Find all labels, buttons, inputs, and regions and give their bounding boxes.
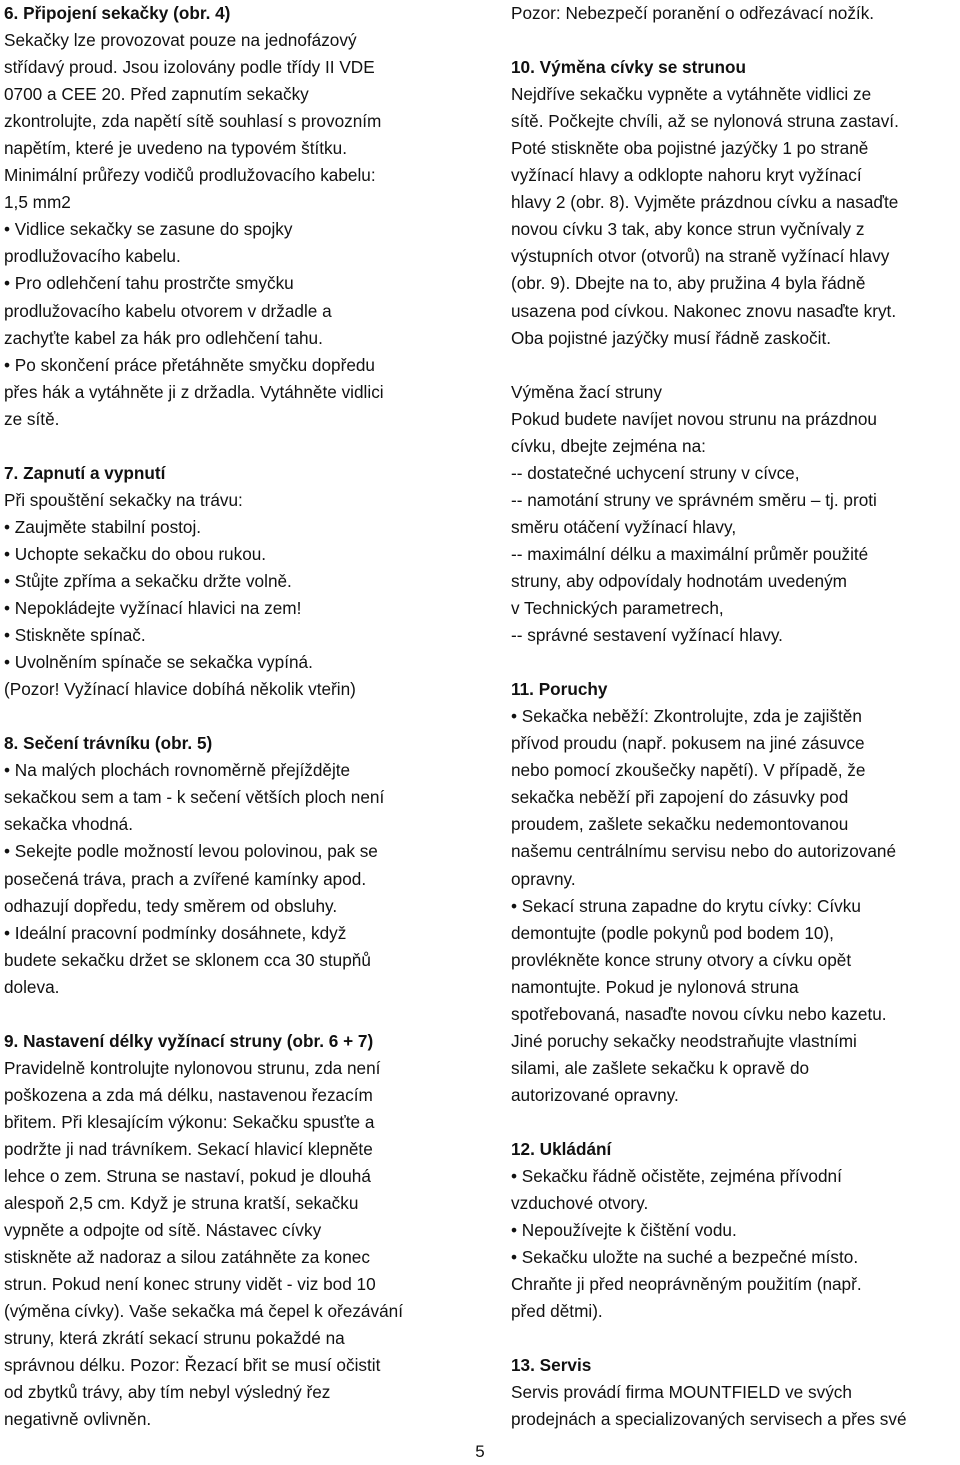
section-heading: 8. Sečení trávníku (obr. 5) — [4, 733, 213, 754]
text-line: ze sítě. — [4, 408, 60, 429]
section-heading: 6. Připojení sekačky (obr. 4) — [4, 3, 231, 23]
blank-line — [511, 649, 960, 676]
section-heading: 12. Ukládání — [511, 1138, 612, 1159]
section-heading: 10. Výměna cívky se strunou — [511, 57, 747, 78]
text-line: sekačka vhodná. — [4, 814, 133, 835]
text-line: napětím, které je uvedeno na typovém štítku. — [4, 138, 347, 159]
text-line: spotřebovaná, nasaďte novou cívku nebo kazetu. — [511, 1003, 887, 1024]
text-line: Jiné poruchy sekačky neodstraňujte vlastními — [511, 1030, 857, 1051]
text-line: Pokud budete navíjet novou strunu na prázdnou — [511, 408, 877, 429]
text-line: lehce o zem. Struna se nastaví, pokud je dlouhá — [4, 1166, 371, 1187]
text-line: střídavý proud. Jsou izolovány podle třídy II VDE — [4, 57, 375, 78]
text-line: Výměna žací struny — [511, 381, 662, 402]
text-line: proudem, zašlete sekačku nedemontovanou — [511, 814, 849, 835]
text-line: přívod proudu (např. pokusem na jiné zásuvce — [511, 733, 865, 754]
text-line: negativně ovlivněn. — [4, 1409, 152, 1430]
text-line: prodlužovacího kabelu. — [4, 246, 181, 267]
text-line: budete sekačku držet se sklonem cca 30 stupňů — [4, 949, 371, 970]
text-line: hlavy 2 (obr. 8). Vyjměte prázdnou cívku a nasaďte — [511, 192, 899, 213]
text-line: -- namotání struny ve správném směru – tj. proti — [511, 489, 877, 510]
text-line: -- správné sestavení vyžínací hlavy. — [511, 625, 783, 646]
text-line: struny, která zkrátí sekací strunu pokaždé na — [4, 1328, 345, 1349]
text-line: • Uchopte sekačku do obou rukou. — [4, 543, 267, 564]
section-heading: 9. Nastavení délky vyžínací struny (obr. 6 + 7) — [4, 1030, 374, 1051]
text-line: • Pro odlehčení tahu prostrčte smyčku — [4, 273, 294, 294]
text-line: demontujte (podle pokynů pod bodem 10), — [511, 922, 834, 943]
text-line: namontujte. Pokud je nylonová struna — [511, 976, 799, 997]
text-line: Oba pojistné jazýčky musí řádně zaskočit. — [511, 327, 832, 348]
blank-line — [511, 27, 960, 54]
text-line: sekačka neběží při zapojení do zásuvky pod — [511, 787, 849, 808]
blank-line — [4, 1001, 462, 1028]
section-heading: 7. Zapnutí a vypnutí — [4, 462, 166, 483]
text-line: • Po skončení práce přetáhněte smyčku dopředu — [4, 354, 375, 375]
text-line: před dětmi). — [511, 1301, 603, 1322]
text-line: sítě. Počkejte chvíli, až se nylonová struna zastaví. — [511, 111, 899, 132]
text-line: našemu centrálnímu servisu nebo do autorizované — [511, 841, 897, 862]
text-line: • Sekačka neběží: Zkontrolujte, zda je zajištěn — [511, 706, 862, 727]
text-line: silami, ale zašlete sekačku k opravě do — [511, 1057, 810, 1078]
text-line: vzduchové otvory. — [511, 1193, 649, 1214]
text-line: nebo pomocí zkoušečky napětí). V případě, že — [511, 760, 866, 781]
blank-line — [511, 1109, 960, 1136]
text-line: • Sekačku uložte na suché a bezpečné místo. — [511, 1247, 859, 1268]
text-line: podržte ji nad trávníkem. Sekací hlavicí klepněte — [4, 1138, 373, 1159]
text-line: správnou délku. Pozor: Řezací břit se musí očistit — [4, 1355, 381, 1376]
text-line: • Stiskněte spínač. — [4, 625, 146, 646]
text-line: výstupních otvor (otvorů) na straně vyžínací hlavy — [511, 246, 890, 267]
text-line: provlékněte konce struny otvory a cívku opět — [511, 949, 852, 970]
section-heading: 13. Servis — [511, 1355, 592, 1376]
text-line: směru otáčení vyžínací hlavy, — [511, 516, 737, 537]
text-line: poškozena a zda má délku, nastavenou řezacím — [4, 1084, 373, 1105]
text-line: opravny. — [511, 868, 576, 889]
text-line: sekačkou sem a tam - k sečení větších ploch není — [4, 787, 385, 808]
text-line: doleva. — [4, 976, 60, 997]
text-line: • Zaujměte stabilní postoj. — [4, 516, 202, 537]
text-line: břitem. Při klesajícím výkonu: Sekačku spusťte a — [4, 1111, 375, 1132]
text-line: • Sekačku řádně očistěte, zejména přívodní — [511, 1166, 842, 1187]
text-line: novou cívku 3 tak, aby konce strun vyčnívaly z — [511, 219, 865, 240]
text-line: (výměna cívky). Vaše sekačka má čepel k ořezávání — [4, 1301, 403, 1322]
text-line: • Ideální pracovní podmínky dosáhnete, když — [4, 922, 347, 943]
text-line: -- dostatečné uchycení struny v cívce, — [511, 462, 800, 483]
text-line: přes hák a vytáhněte ji z držadla. Vytáhněte vidlici — [4, 381, 384, 402]
blank-line — [4, 703, 462, 730]
text-line: • Uvolněním spínače se sekačka vypíná. — [4, 652, 313, 673]
text-line: zkontrolujte, zda napětí sítě souhlasí s provozním — [4, 111, 382, 132]
text-line: • Vidlice sekačky se zasune do spojky — [4, 219, 293, 240]
text-line: Pravidelně kontrolujte nylonovou strunu, zda není — [4, 1057, 381, 1078]
text-line: Poté stiskněte oba pojistné jazýčky 1 po straně — [511, 138, 869, 159]
blank-line — [511, 1325, 960, 1352]
blank-line — [4, 433, 462, 460]
text-line: -- maximální délku a maximální průměr použité — [511, 543, 869, 564]
text-line: vypněte a odpojte od sítě. Nástavec cívky — [4, 1220, 322, 1241]
left-column — [4, 0, 462, 1433]
text-line: Pozor: Nebezpečí poranění o odřezávací nožík. — [511, 3, 875, 23]
text-line: vyžínací hlavy a odklopte nahoru kryt vyžínací — [511, 165, 862, 186]
text-line: posečená tráva, prach a zvířené kamínky apod. — [4, 868, 367, 889]
text-line: • Sekejte podle možností levou polovinou, pak se — [4, 841, 378, 862]
section-heading: 11. Poruchy — [511, 679, 608, 700]
page-number: 5 — [475, 1442, 485, 1461]
text-line: • Nepoužívejte k čištění vodu. — [511, 1220, 737, 1241]
text-line: 0700 a CEE 20. Před zapnutím sekačky — [4, 84, 309, 105]
text-line: (obr. 9). Dbejte na to, aby pružina 4 byla řádně — [511, 273, 866, 294]
text-line: stiskněte až nadoraz a silou zatáhněte za konec — [4, 1247, 370, 1268]
text-line: Nejdříve sekačku vypněte a vytáhněte vidlici ze — [511, 84, 872, 105]
text-line: • Sekací struna zapadne do krytu cívky: Cívku — [511, 895, 861, 916]
text-line: zachyťte kabel za hák pro odlehčení tahu. — [4, 327, 323, 348]
text-line: Při spouštění sekačky na trávu: — [4, 489, 243, 510]
text-line: odhazují dopředu, tedy směrem od obsluhy. — [4, 895, 338, 916]
text-line: • Stůjte zpříma a sekačku držte volně. — [4, 570, 292, 591]
blank-line — [511, 352, 960, 379]
text-line: autorizované opravny. — [511, 1084, 679, 1105]
text-line: prodejnách a specializovaných servisech a přes své — [511, 1409, 907, 1430]
text-line: usazena pod cívkou. Nakonec znovu nasaďte kryt. — [511, 300, 897, 321]
text-line: struny, aby odpovídaly hodnotám uvedeným — [511, 570, 847, 591]
text-line: Servis provádí firma MOUNTFIELD ve svých — [511, 1382, 852, 1403]
text-line: Sekačky lze provozovat pouze na jednofázový — [4, 30, 357, 51]
text-line: v Technických parametrech, — [511, 598, 724, 619]
text-line: alespoň 2,5 cm. Když je struna kratší, sekačku — [4, 1193, 359, 1214]
right-column — [511, 0, 960, 1433]
text-line: strun. Pokud není konec struny vidět - viz bod 10 — [4, 1274, 376, 1295]
text-line: • Na malých plochách rovnoměrně přejíždějte — [4, 760, 351, 781]
text-line: od zbytků trávy, aby tím nebyl výsledný řez — [4, 1382, 331, 1403]
text-line: Chraňte ji před neoprávněným použitím (např. — [511, 1274, 862, 1295]
text-line: (Pozor! Vyžínací hlavice dobíhá několik vteřin) — [4, 679, 356, 700]
text-line: cívku, dbejte zejména na: — [511, 435, 706, 456]
text-line: 1,5 mm2 — [4, 192, 71, 213]
text-line: • Nepokládejte vyžínací hlavici na zem! — [4, 598, 302, 619]
text-line: prodlužovacího kabelu otvorem v držadle a — [4, 300, 332, 321]
text-line: Minimální průřezy vodičů prodlužovacího kabelu: — [4, 165, 376, 186]
